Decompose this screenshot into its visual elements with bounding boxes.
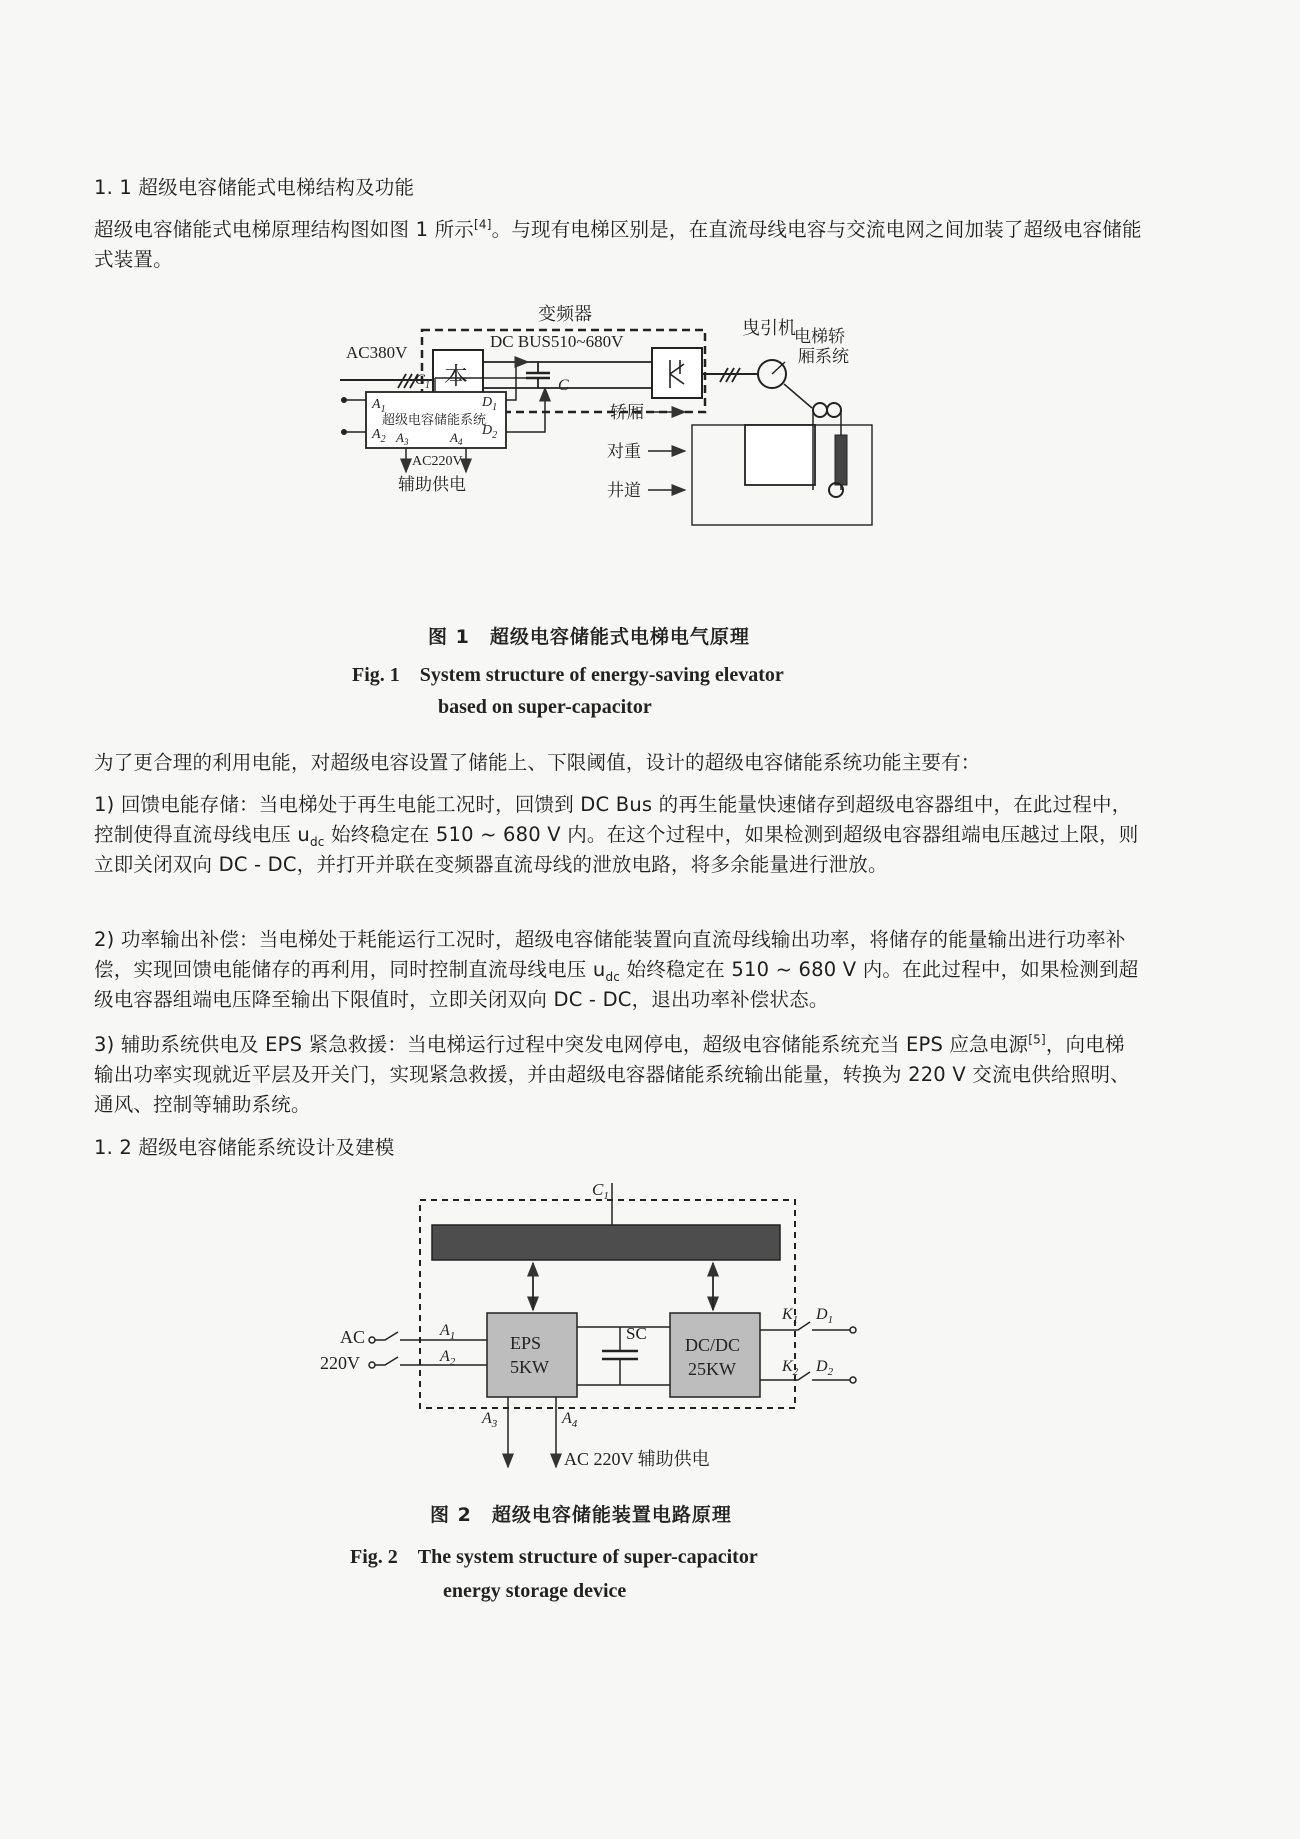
counterweight-label: 对重 [607, 442, 641, 461]
ac220-label: AC220V [412, 454, 463, 469]
figure-2-diagram [320, 1175, 890, 1475]
paragraph-functions-intro: 为了更合理的利用电能，对超级电容设置了储能上、下限阈值，设计的超级电容储能系统功能主要有： [94, 751, 981, 774]
fig1-a3-label: $A_3$ [396, 430, 409, 447]
aux-label: 辅助供电 [398, 475, 466, 494]
fig1-d1-label: $D_1$ [482, 395, 498, 413]
ess-label: 超级电容储能系统 [382, 412, 487, 427]
figure-2-caption-cn: 图 2 超级电容储能装置电路原理 [430, 1504, 732, 1526]
dcdc-box [670, 1313, 760, 1397]
eps-label: EPS [510, 1333, 542, 1353]
dc-cap-label: C [558, 377, 569, 394]
eps-box [487, 1313, 577, 1397]
paragraph-item-3 [94, 1030, 1144, 1120]
item2-text-b: 始终稳定在 510 ~ 680 V 内。在此过程中，如果检测到超级电容器组端电压降至输出下限值时，立即关闭双向 DC - DC，退出功率补偿状态。 [94, 958, 1139, 1011]
ac-label: AC [340, 1327, 366, 1347]
traction-label: 曳引机 [742, 318, 796, 338]
motor-pointer [772, 362, 785, 374]
fig1-d2-label: $D_2$ [482, 423, 498, 441]
car-system-label-2: 厢系统 [798, 347, 849, 366]
fig2-a1-label: $A_1$ [440, 1322, 456, 1342]
para-text-2: 。与现有电梯区别是，在直流母线电容与交流电网之间加装了超级电容储能式装置。 [94, 218, 1142, 271]
figure-1-diagram [340, 300, 900, 600]
a2-terminal [341, 429, 347, 435]
item3-text-a: 3) 辅助系统供电及 EPS 紧急救援：当电梯运行过程中突发电网停电，超级电容储能系统充当 EPS 应急电源 [94, 1033, 1029, 1056]
fig2-d1-label: $D_1$ [816, 1306, 834, 1326]
k1-switch [760, 1322, 850, 1330]
dc-bus-label: DC BUS510~680V [490, 332, 624, 351]
car-label: 轿厢 [610, 403, 644, 422]
item2-text-a: 2) 功率输出补偿：当电梯处于耗能运行工况时，超级电容储能装置向直流母线输出功率，将储存的能量输出进行功率补偿，实现回馈电能储存的再利用，同时控制直流母线电压 u [94, 928, 1126, 981]
d2-wire [506, 388, 545, 432]
fig2-a4-label: $A_4$ [562, 1410, 578, 1430]
counterweight-block [835, 435, 847, 485]
dcdc-label: DC/DC [685, 1335, 741, 1355]
dc-bus-bar [432, 1225, 780, 1260]
ac-terminal-2 [369, 1362, 375, 1368]
car-system-label-1: 电梯轿 [794, 327, 845, 346]
v220-label: 220V [320, 1353, 360, 1373]
section-heading-1-1: 1. 1 超级电容储能式电梯结构及功能 [94, 176, 415, 199]
fig2-aux-label: AC 220V 辅助供电 [564, 1449, 710, 1469]
fig1-a2-label: $A_2$ [372, 427, 386, 445]
d2-terminal [850, 1377, 856, 1383]
c1-label: $C_1$ [415, 372, 431, 391]
inverter-label: 变频器 [538, 304, 592, 324]
fig2-d2-label: $D_2$ [816, 1358, 834, 1378]
a2-switch [375, 1357, 487, 1365]
fig2-k1-label: $K_1$ [782, 1306, 799, 1326]
rope-line [784, 384, 812, 408]
ac380-label: AC380V [346, 343, 408, 362]
figure-1-caption-en-1: Fig. 1 System structure of energy-saving elevator [352, 664, 784, 686]
figure-2-caption-en-1: Fig. 2 The system structure of super-capacitor [350, 1546, 758, 1568]
fig2-a3-label: $A_3$ [482, 1410, 498, 1430]
paragraph-item-1 [94, 790, 1144, 880]
dcdc-power-label: 25KW [688, 1359, 736, 1379]
a1-terminal [341, 397, 347, 403]
item3-text-b: ，向电梯输出功率实现就近平层及开关门，实现紧急救援，并由超级电容器储能系统输出能量，转换为 220 V 交流电供给照明、通风、控制等辅助系统。 [94, 1033, 1130, 1116]
k2-switch [760, 1372, 850, 1380]
motor-line-ticks [720, 368, 740, 382]
pulley-right [827, 403, 841, 417]
car-box [745, 425, 815, 485]
eps-power-label: 5KW [510, 1357, 549, 1377]
pulley-left [813, 403, 827, 417]
fig1-a1-label: $A_1$ [372, 397, 386, 415]
figure-1-caption-en-2: based on super-capacitor [438, 696, 652, 718]
item1-text-b: 始终稳定在 510 ~ 680 V 内。在这个过程中，如果检测到超级电容器组端电压越过上限，则立即关闭双向 DC - DC，并打开并联在变频器直流母线的泄放电路，将多余能量进行泄放。 [94, 823, 1139, 876]
fig2-c1-label: $C_1$ [592, 1180, 609, 1202]
citation-ref: [4] [474, 217, 492, 232]
fig1-a4-label: $A_4$ [450, 430, 463, 447]
section-heading-1-2: 1. 2 超级电容储能系统设计及建模 [94, 1136, 395, 1159]
a1-switch [375, 1332, 487, 1340]
fig2-a2-label: $A_2$ [440, 1348, 456, 1368]
rectifier-symbol: 本 [444, 364, 468, 390]
paragraph-item-2 [94, 925, 1144, 1015]
ac-terminal-1 [369, 1337, 375, 1343]
item3-citation: [5] [1028, 1032, 1046, 1047]
d1-wire [506, 362, 522, 400]
paragraph-intro-fig1 [94, 215, 1144, 275]
item1-sub: dc [309, 834, 325, 849]
figure-2-caption-en-2: energy storage device [443, 1580, 627, 1602]
para-text: 超级电容储能式电梯原理结构图如图 1 所示 [94, 218, 475, 241]
item1-text-a: 1) 回馈电能存储：当电梯处于再生电能工况时，回馈到 DC Bus 的再生能量快速储存到超级电容器组中，在此过程中，控制使得直流母线电压 u [94, 793, 1132, 846]
shaft-label: 井道 [607, 481, 641, 500]
igbt-inverter-box [652, 348, 702, 398]
fig2-k2-label: $K_2$ [782, 1358, 799, 1378]
sc-label: SC [626, 1324, 647, 1343]
d1-terminal [850, 1327, 856, 1333]
item2-sub: dc [605, 969, 621, 984]
figure-1-caption-cn: 图 1 超级电容储能式电梯电气原理 [428, 626, 750, 648]
